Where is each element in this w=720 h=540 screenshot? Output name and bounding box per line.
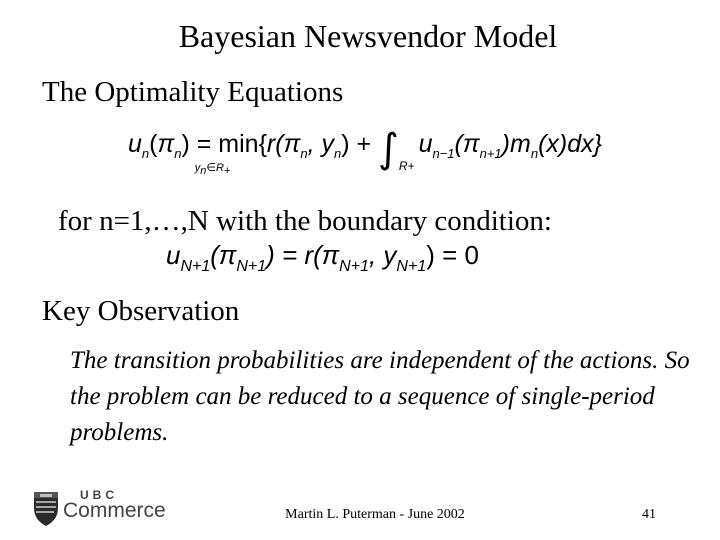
eq1-min-set-sub: +: [223, 165, 231, 177]
eq1-u-sub: n: [141, 146, 150, 161]
optimality-equation: $u_n(\pi_n) = \min${ yn∈R+ $r(\pi_n$, $y_n) + \int_{R+}u_{n-1}(\pi_{n+1})m_n(x)dx$}: [128, 126, 602, 177]
logo-commerce-text: Commerce: [63, 499, 166, 522]
eq1-r-pi-sub: n: [300, 146, 308, 161]
eq2-pi: (π: [210, 240, 237, 270]
eq1-min-y: y: [194, 162, 201, 174]
eq1-m: )m: [501, 130, 531, 158]
eq1-min-y-sub: n: [200, 165, 207, 177]
eq1-m-sub: n: [530, 146, 539, 161]
eq1-r-y-sub: n: [333, 146, 342, 161]
eq2-pi2-sub: N+1: [339, 258, 369, 275]
eq1-min-operator: [194, 130, 267, 177]
eq2-pi-sub: N+1: [236, 258, 267, 275]
ubc-commerce-logo: [32, 486, 192, 530]
footer-author: Martin L. Puterman - June 2002: [285, 507, 465, 522]
boundary-condition-text: for n=1,…,N with the boundary condition:: [58, 205, 552, 237]
eq1-min-domain: [195, 161, 231, 177]
heading-key-observation: Key Observation: [42, 295, 240, 327]
eq1-integral: ∫: [378, 126, 399, 172]
eq2-mid: ) = r(π: [266, 240, 340, 270]
eq1-r-args: (π: [275, 130, 301, 158]
eq2-y-sub: N+1: [396, 258, 427, 275]
slide-title: Bayesian Newsvendor Model: [178, 18, 558, 54]
eq1-min-set: ∈R: [206, 162, 224, 174]
eq1-pi2: (π: [454, 130, 480, 158]
logo-ubc-text: UBC: [80, 488, 118, 502]
eq1-tail: (x)dx}: [538, 130, 602, 158]
eq1-pi: π: [157, 130, 175, 158]
eq1-u2: u: [418, 130, 433, 158]
eq1-u: u: [128, 130, 142, 158]
eq2-u: u: [166, 240, 181, 270]
eq1-r-comma: , y: [307, 130, 334, 158]
eq1-pi-sub: n: [174, 146, 182, 161]
eq1-r: r: [266, 130, 276, 158]
eq2-tail: ) = 0: [426, 240, 479, 270]
heading-optimality-equations: The Optimality Equations: [42, 76, 344, 108]
ubc-crest-icon: [32, 486, 192, 530]
page-number: 41: [642, 507, 656, 522]
eq1-min: = min{: [196, 130, 267, 158]
eq1-u2-sub: n−1: [432, 146, 455, 161]
key-observation-text: The transition probabilities are independent of the actions. So the problem can be reduced to a sequence of single-period problems.: [70, 347, 690, 446]
eq1-r-close: ) +: [341, 130, 372, 158]
eq1-pi2-sub: n+1: [479, 146, 502, 161]
boundary-equation: [166, 240, 479, 276]
eq2-u-sub: N+1: [180, 258, 211, 275]
eq1-integral-sub: R+: [398, 159, 415, 173]
eq2-comma: , y: [368, 240, 397, 270]
